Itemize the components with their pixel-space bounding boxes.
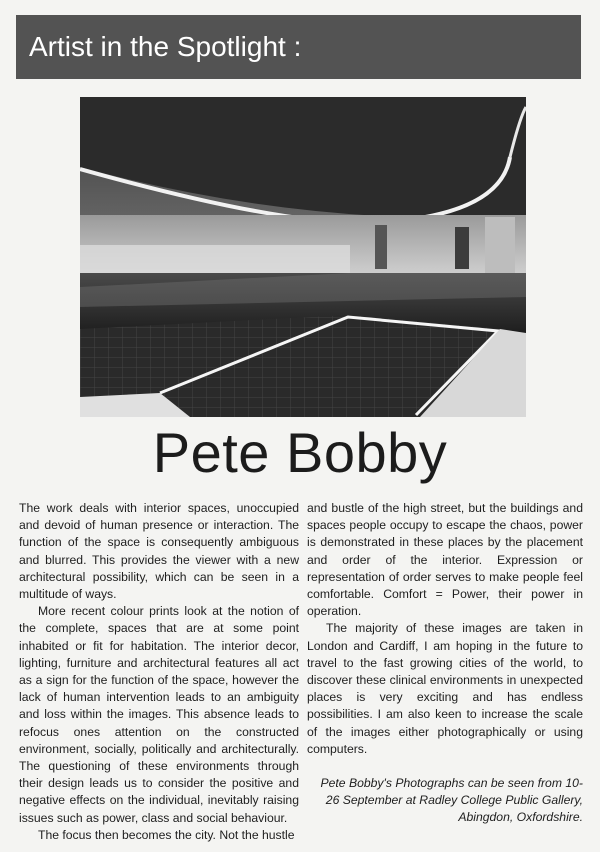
artist-name: Pete Bobby [152, 421, 448, 484]
header-bar [16, 15, 581, 79]
swimming-pool-photograph [80, 97, 526, 417]
article-left-column [19, 500, 299, 844]
paragraph: The majority of these images are taken in London and Cardiff, I am hoping in the future to travel to the fast growing cities of the world, to discover these clinical environments in unexpected places is very exciting and has endless possibilities. I am also keen to increase the scale of the images either photographically or using computers. [307, 621, 583, 756]
paragraph: and bustle of the high street, but the buildings and spaces people occupy to escape the chaos, power is demonstrated in these places by the placement and order of the interior. Expression or representation of order serves to make people feel comfortable. Comfort = Power, their power in operation. [307, 501, 583, 619]
exhibition-note: Pete Bobby's Photographs can be seen from 10-26 September at Radley College Public Gallery, Abingdon, Oxfordshire. [320, 776, 583, 825]
paragraph: More recent colour prints look at the notion of the complete, spaces that are at some point inhabited or fit for habitation. The interior decor, lighting, furniture and architectural features all act as a sign for the function of the space, however the lack of human intervention leads to an ambiguity and loss within the images. This absence leads to refocus ones attention on the constructed environment, socially, politically and architecturally. The questioning of these environments through their design leads us to consider the positive and negative effects on the individual, inevitably raising issues such as power, class and social behaviour. [19, 604, 299, 825]
section-title: Artist in the Spotlight : [29, 31, 302, 62]
paragraph: The work deals with interior spaces, unoccupied and devoid of human presence or interaction. The function of the space is consequently ambiguous and blurred. This provides the viewer with a new architectural possibility, which can be seen in a multitude of ways. [19, 501, 299, 602]
article-right-column [307, 500, 583, 827]
paragraph: The focus then becomes the city. Not the hustle [38, 827, 295, 842]
